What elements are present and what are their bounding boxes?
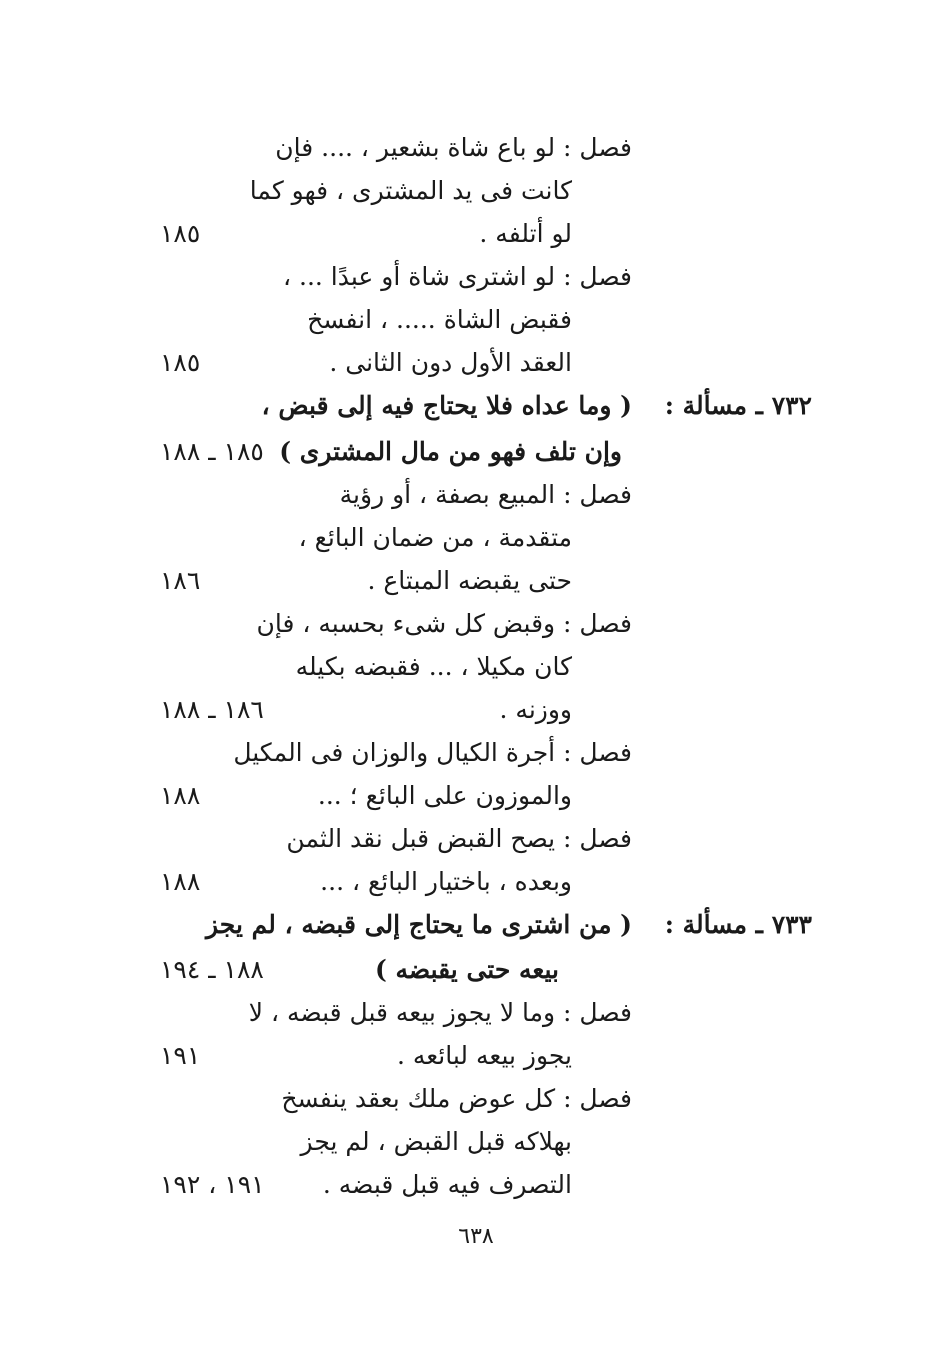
index-line	[0, 212, 952, 255]
entry-text: كان مكيلا ، ... فقبضه بكيله	[295, 652, 572, 681]
index-line	[0, 341, 952, 384]
entry-text: متقدمة ، من ضمان البائع ،	[298, 523, 572, 552]
index-line	[0, 126, 952, 169]
masala-heading-line	[0, 903, 952, 946]
masala-text: ( وما عداه فلا يحتاج فيه إلى قبض ،	[261, 391, 632, 420]
entry-text: فصل : وقبض كل شىء بحسبه ، فإن	[256, 609, 632, 638]
index-line	[0, 1034, 952, 1077]
index-line	[0, 602, 952, 645]
page-reference: ١٨٦ ـ ١٨٨	[160, 695, 264, 724]
entry-text: لو أتلفه .	[479, 219, 572, 248]
index-line	[0, 774, 952, 817]
page-reference: ١٨٨	[160, 867, 201, 896]
entry-text: حتى يقبضه المبتاع .	[367, 566, 572, 595]
index-line	[0, 860, 952, 903]
page-reference: ١٨٨ ـ ١٩٤	[160, 955, 264, 984]
index-line	[0, 817, 952, 860]
index-line	[0, 430, 952, 473]
entry-text: كانت فى يد المشترى ، فهو كما	[249, 176, 572, 205]
entry-text: فصل : المبيع بصفة ، أو رؤية	[339, 480, 632, 509]
entry-text: فصل : لو اشترى شاة أو عبدًا ... ،	[282, 262, 632, 291]
page-reference: ١٩١	[160, 1041, 201, 1070]
masala-label: ٧٣٢ ـ مسألة :	[664, 391, 812, 420]
page-reference: ١٨٦	[160, 566, 201, 595]
page-reference: ١٨٨	[160, 781, 201, 810]
index-line	[0, 688, 952, 731]
index-line	[0, 559, 952, 602]
page-number: ٦٣٨	[458, 1224, 494, 1249]
index-line	[0, 473, 952, 516]
masala-text: وإن تلف فهو من مال المشترى )	[279, 437, 622, 466]
masala-heading-line	[0, 384, 952, 427]
masala-label: ٧٣٣ ـ مسألة :	[664, 910, 812, 939]
index-line	[0, 298, 952, 341]
entry-text: فصل : وما لا يجوز بيعه قبل قبضه ، لا	[248, 998, 632, 1027]
entry-text: بهلاكه قبل القبض ، لم يجز	[300, 1127, 572, 1156]
index-line	[0, 948, 952, 991]
entry-text: ووزنه .	[499, 695, 572, 724]
masala-text: بيعه حتى يقبضه )	[375, 955, 559, 984]
index-line	[0, 255, 952, 298]
index-line	[0, 645, 952, 688]
entry-text: يجوز بيعه لبائعه .	[396, 1041, 572, 1070]
page-reference: ١٨٥	[160, 219, 201, 248]
entry-text: العقد الأول دون الثانى .	[329, 348, 572, 377]
index-line	[0, 731, 952, 774]
index-line	[0, 991, 952, 1034]
entry-text: التصرف فيه قبل قبضه .	[322, 1170, 572, 1199]
entry-text: فصل : كل عوض ملك بعقد ينفسخ	[281, 1084, 632, 1113]
page-reference: ١٨٥ ـ ١٨٨	[160, 437, 264, 466]
entry-text: والموزون على البائع ؛ ...	[317, 781, 572, 810]
masala-text: ( من اشترى ما يحتاج إلى قبضه ، لم يجز	[206, 910, 632, 939]
index-line	[0, 1120, 952, 1163]
page-reference: ١٩١ ، ١٩٢	[160, 1170, 265, 1199]
index-line	[0, 169, 952, 212]
page-reference: ١٨٥	[160, 348, 201, 377]
entry-text: فصل : أجرة الكيال والوزان فى المكيل	[233, 738, 632, 767]
index-line	[0, 516, 952, 559]
index-line	[0, 1163, 952, 1206]
index-line	[0, 1077, 952, 1120]
entry-text: فصل : يصح القبض قبل نقد الثمن	[286, 824, 632, 853]
entry-text: وبعده ، باختيار البائع ، ...	[320, 867, 572, 896]
entry-text: فصل : لو باع شاة بشعير ، .... فإن	[275, 133, 632, 162]
entry-text: فقبض الشاة ..... ، انفسخ	[307, 305, 572, 334]
